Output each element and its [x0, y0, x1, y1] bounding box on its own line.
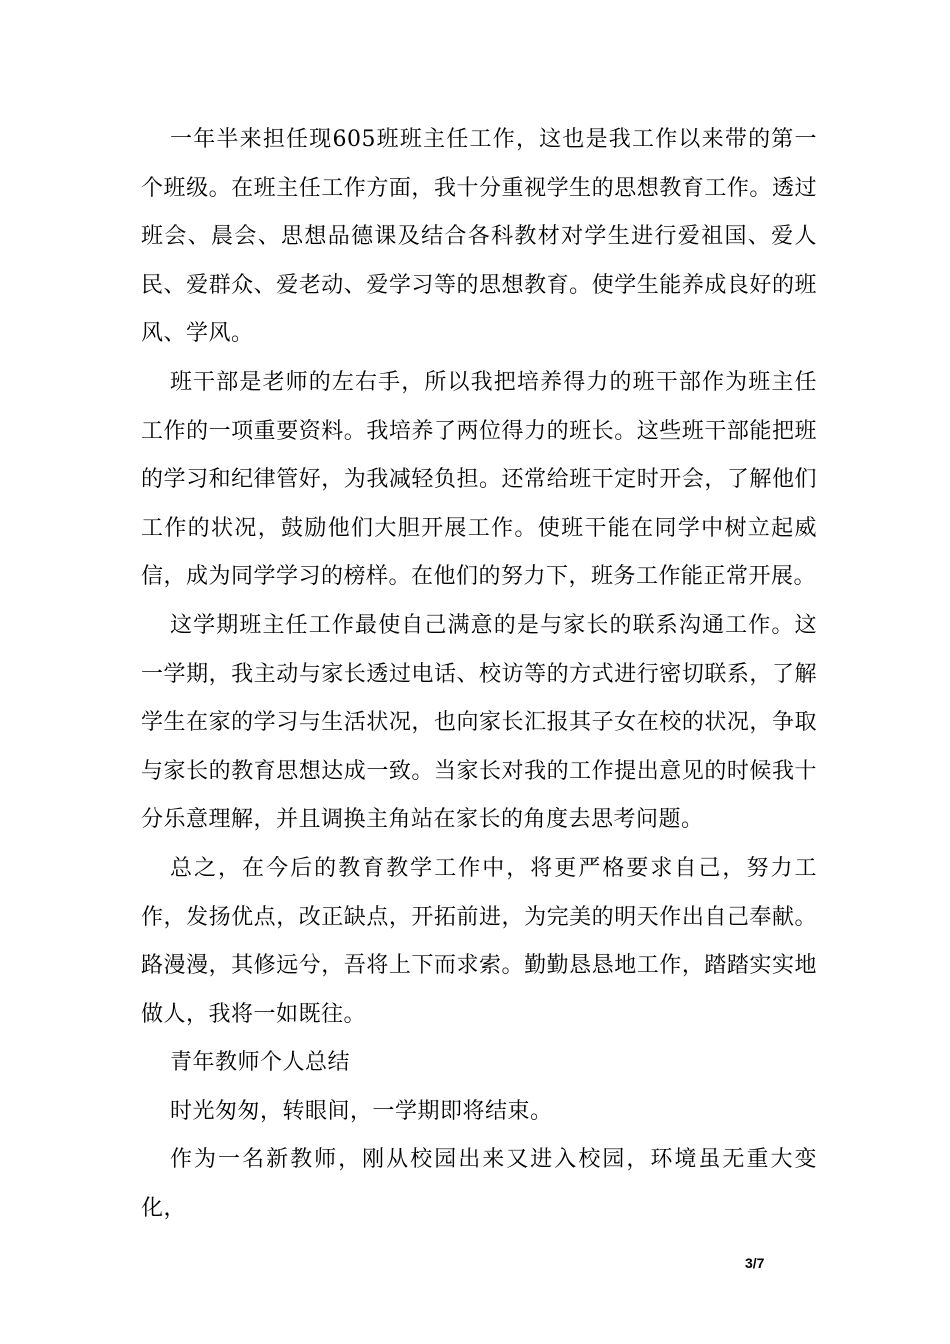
paragraph-time-flies: 时光匆匆，转眼间，一学期即将结束。 [170, 1098, 553, 1124]
page-number: 3/7 [745, 1255, 765, 1271]
paragraph-conclusion: 总之，在今后的教育教学工作中，将更严格要求自己，努力工作，发扬优点，改正缺点，开拓前进，为完美的明天作出自己奉献。路漫漫，其修远兮，吾将上下而求索。勤勤恳恳地工作，踏踏实实地做人，我将一如既往。 [141, 855, 817, 1027]
section-heading: 青年教师个人总结 [170, 1050, 351, 1076]
paragraph-class-cadres: 班干部是老师的左右手，所以我把培养得力的班干部作为班主任工作的一项重要资料。我培养了两位得力的班长。这些班干部能把班的学习和纪律管好，为我减轻负担。还常给班干定时开会，了解他们工作的状况，鼓励他们大胆开展工作。使班干能在同学中树立起威信，成为同学学习的榜样。在他们的努力下，班务工作能正常开展。 [141, 369, 817, 590]
paragraph-class-teacher-work: 一年半来担任现605班班主任工作，这也是我工作以来带的第一个班级。在班主任工作方面，我十分重视学生的思想教育工作。透过班会、晨会、思想品德课及结合各科教材对学生进行爱祖国、爱人民、爱群众、爱老动、爱学习等的思想教育。使学生能养成良好的班风、学风。 [141, 127, 817, 347]
paragraph-new-teacher: 作为一名新教师，刚从校园出来又进入校园，环境虽无重大变化， [141, 1147, 817, 1222]
document-body [141, 116, 817, 1234]
paragraph-parent-communication: 这学期班主任工作最使自己满意的是与家长的联系沟通工作。这一学期，我主动与家长透过电话、校访等的方式进行密切联系，了解学生在家的学习与生活状况，也向家长汇报其子女在校的状况，争取与家长的教育思想达成一致。当家长对我的工作提出意见的时候我十分乐意理解，并且调换主角站在家长的角度去思考问题。 [141, 612, 817, 833]
